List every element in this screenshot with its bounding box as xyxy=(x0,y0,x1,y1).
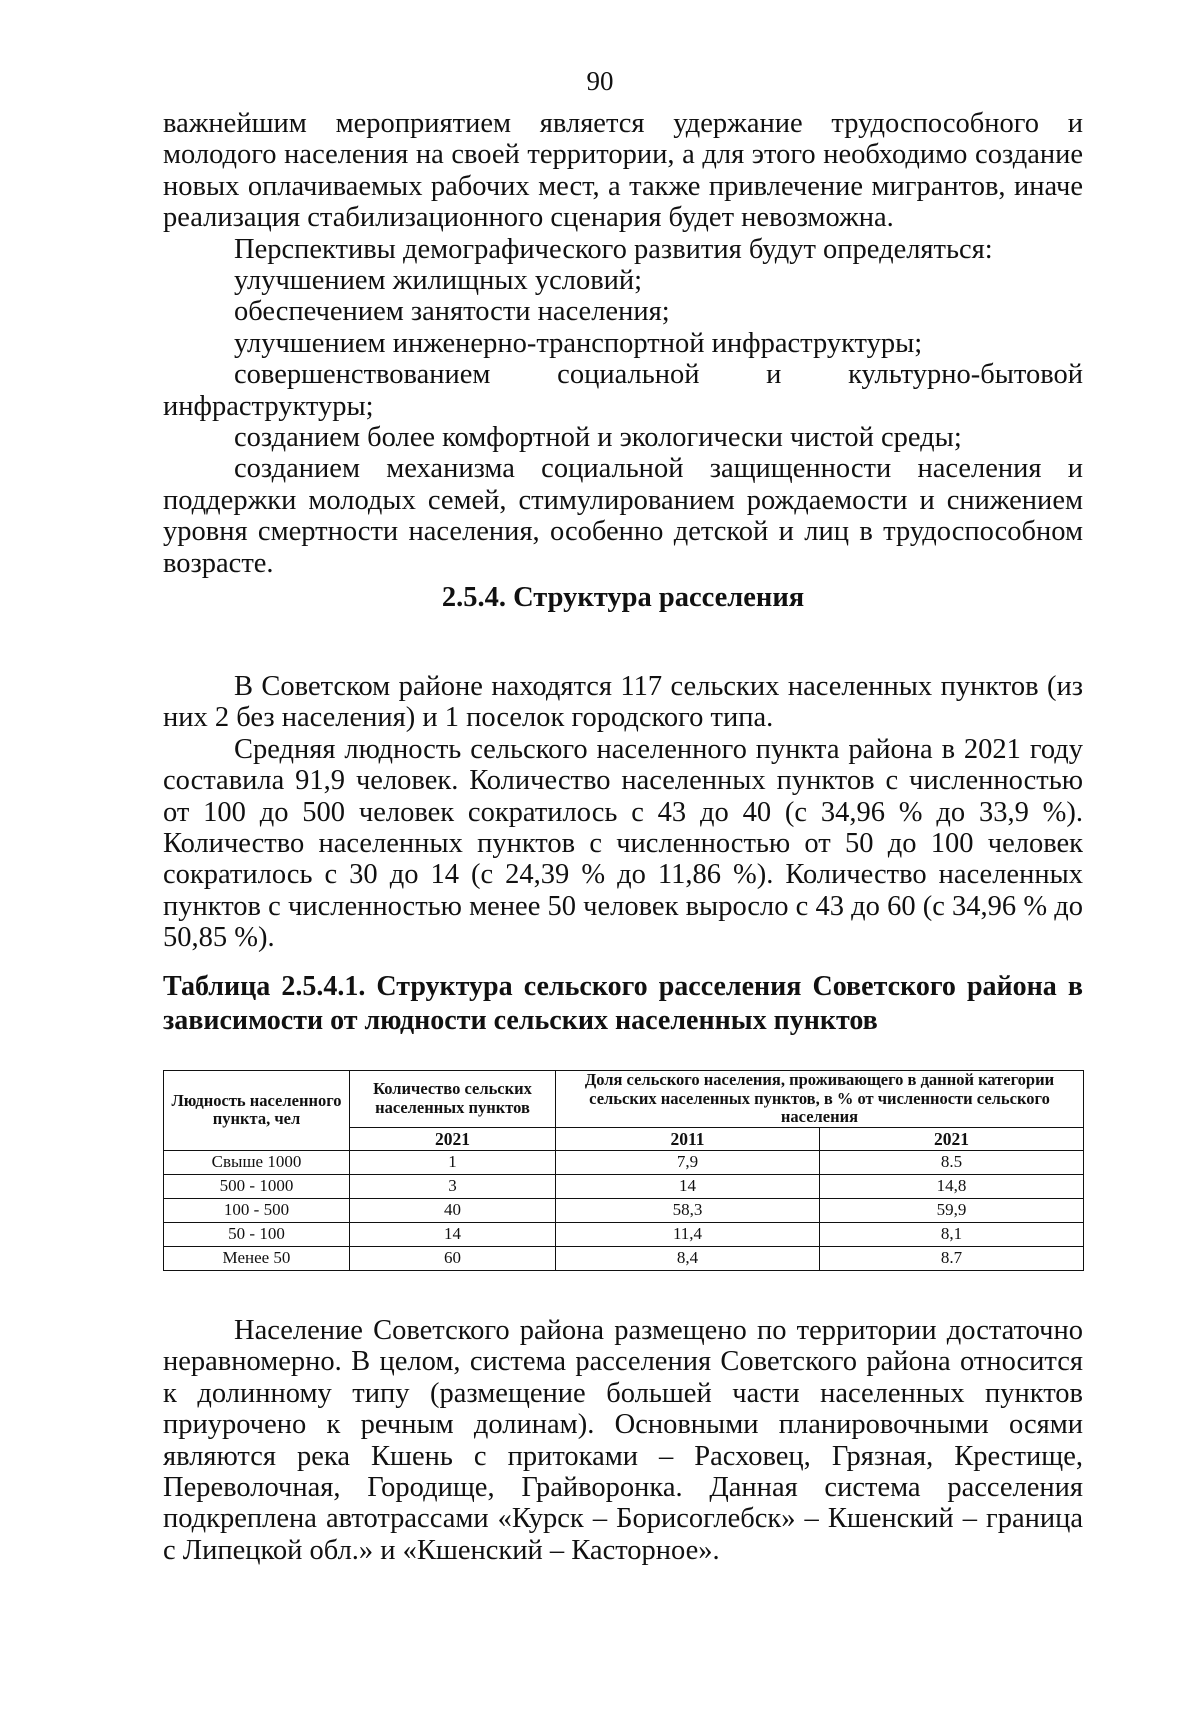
cell-category: Менее 50 xyxy=(164,1246,350,1270)
year-header-count: 2021 xyxy=(350,1127,556,1150)
year-header-share-2021: 2021 xyxy=(820,1127,1084,1150)
cell-count: 40 xyxy=(350,1198,556,1222)
text-block-settlement xyxy=(163,671,1083,954)
cell-count: 3 xyxy=(350,1174,556,1198)
list-item: созданием механизма социальной защищенности населения и поддержки молодых семей, стимулированием рождаемости и снижением уровня смертности населения, особенно детской и лиц в трудоспособном возрасте. xyxy=(163,453,1083,579)
cell-share-2021: 59,9 xyxy=(820,1198,1084,1222)
paragraph: важнейшим мероприятием является удержание трудоспособного и xyxy=(163,108,1083,139)
cell-count: 14 xyxy=(350,1222,556,1246)
section-heading: 2.5.4. Структура расселения xyxy=(441,582,805,614)
cell-share-2011: 14 xyxy=(556,1174,820,1198)
list-item: совершенствованием социальной и культурно-бытовой инфраструктуры; xyxy=(163,359,1083,422)
cell-share-2011: 58,3 xyxy=(556,1198,820,1222)
paragraph: молодого населения на своей территории, а для этого необходимо создание новых оплачиваемых рабочих мест, а также привлечение мигрантов, иначе реализация стабилизационного сценария будет невозможна. xyxy=(163,139,1083,234)
cell-category: 100 - 500 xyxy=(164,1198,350,1222)
paragraph: В Советском районе находятся 117 сельских населенных пунктов (из них 2 без населения) и 1 поселок городского типа. xyxy=(163,671,1083,734)
column-header-share: Доля сельского населения, проживающего в данной категории сельских населенных пунктов, в % от численности сельского населения xyxy=(556,1071,1084,1128)
table-row xyxy=(164,1150,1084,1174)
cell-share-2011: 11,4 xyxy=(556,1222,820,1246)
list-item: улучшением жилищных условий; xyxy=(234,265,643,297)
table-row xyxy=(164,1222,1084,1246)
cell-count: 60 xyxy=(350,1246,556,1270)
cell-share-2021: 8,1 xyxy=(820,1222,1084,1246)
column-header-count: Количество сельских населенных пунктов xyxy=(350,1071,556,1128)
cell-category: Свыше 1000 xyxy=(164,1150,350,1174)
table-row xyxy=(164,1246,1084,1270)
text-block-settlement-system xyxy=(163,1315,1083,1566)
cell-share-2021: 8.5 xyxy=(820,1150,1084,1174)
table-caption: Таблица 2.5.4.1. Структура сельского расселения Советского района в зависимости от людности сельских населенных пунктов xyxy=(163,971,1083,1036)
text-block-demography xyxy=(163,108,1083,614)
paragraph: Население Советского района размещено по территории достаточно неравномерно. В целом, система расселения Советского района относится к долинному типу (размещение большей части населенных пунктов приурочено к речным долинам). Основными планировочными осями являются река Кшень с притоками – Расховец, Грязная, Крестище, Переволочная, Городище, Грайворонка. Данная система расселения подкреплена автотрассами «Курск – Борисоглебск» – Кшенский – граница с Липецкой обл.» и «Кшенский – Касторное». xyxy=(163,1315,1083,1566)
cell-share-2011: 8,4 xyxy=(556,1246,820,1270)
list-item: созданием более комфортной и экологически чистой среды; xyxy=(234,422,962,454)
cell-share-2021: 8.7 xyxy=(820,1246,1084,1270)
settlement-structure-table xyxy=(163,1070,1084,1271)
column-header-population: Людность населенного пункта, чел xyxy=(164,1071,350,1151)
table-row xyxy=(164,1174,1084,1198)
cell-share-2021: 14,8 xyxy=(820,1174,1084,1198)
year-header-share-2011: 2011 xyxy=(556,1127,820,1150)
list-item: улучшением инженерно-транспортной инфраструктуры; xyxy=(234,327,923,359)
cell-category: 500 - 1000 xyxy=(164,1174,350,1198)
paragraph: Перспективы демографического развития будут определяться: xyxy=(234,233,993,265)
table-header-row xyxy=(164,1071,1084,1128)
cell-category: 50 - 100 xyxy=(164,1222,350,1246)
cell-share-2011: 7,9 xyxy=(556,1150,820,1174)
table-row xyxy=(164,1198,1084,1222)
cell-count: 1 xyxy=(350,1150,556,1174)
paragraph: Средняя людность сельского населенного пункта района в 2021 году составила 91,9 человек. Количество населенных пунктов с численностью от 100 до 500 человек сократилось с 43 до 40 (с 34,96 % до 33,9 %). Количество населенных пунктов с численностью от 50 до 100 человек сократилось с 30 до 14 (с 24,39 % до 11,86 %). Количество населенных пунктов с численностью менее 50 человек выросло с 43 до 60 (с 34,96 % до 50,85 %). xyxy=(163,733,1083,954)
page-number: 90 xyxy=(586,66,614,96)
list-item: обеспечением занятости населения; xyxy=(234,296,670,328)
